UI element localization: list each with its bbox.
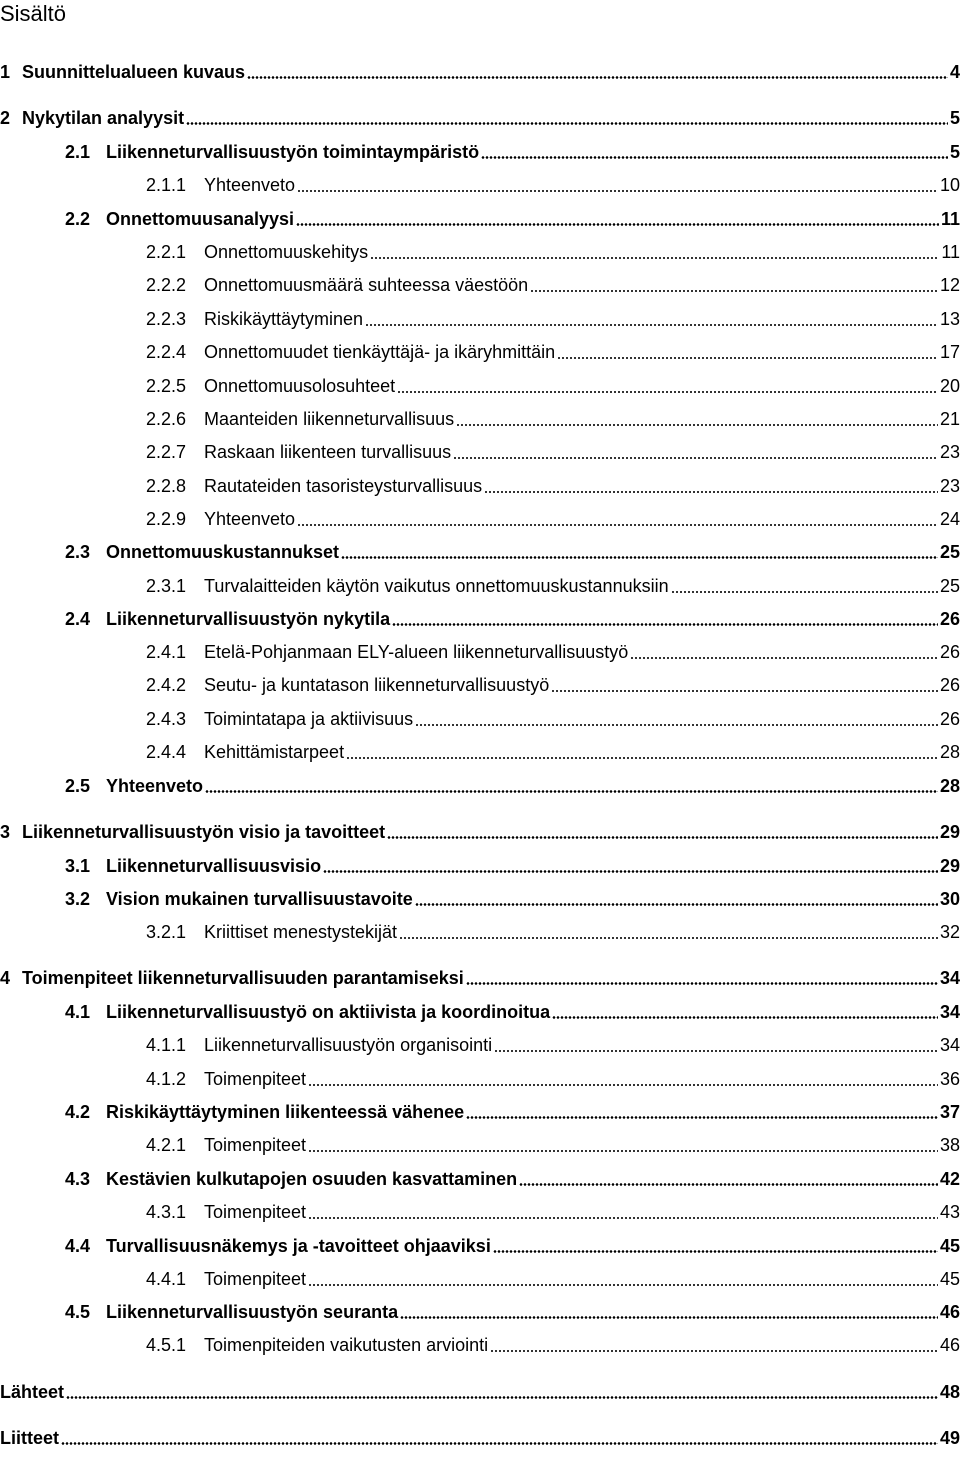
- toc-entry[interactable]: [146, 639, 960, 663]
- toc-entry[interactable]: [65, 1233, 960, 1257]
- toc-entry[interactable]: [146, 473, 960, 497]
- toc-entry-number: 2.2.8: [146, 476, 187, 496]
- toc-entry-page-number: 45: [939, 1236, 960, 1256]
- toc-dot-leader: [205, 790, 938, 793]
- toc-entry-number: 2.4.1: [146, 642, 187, 662]
- toc-entry-number: 1: [0, 62, 11, 82]
- toc-dot-leader: [400, 1316, 938, 1319]
- toc-dot-leader: [630, 657, 938, 659]
- toc-entry-number: 4.1.2: [146, 1069, 187, 1089]
- toc-dot-leader: [308, 1150, 938, 1152]
- toc-entry[interactable]: [146, 1032, 960, 1056]
- toc-entry[interactable]: [146, 1266, 960, 1290]
- toc-entry-number: 3.1: [65, 856, 91, 876]
- toc-dot-leader: [323, 870, 938, 873]
- toc-entry-number: 2: [0, 108, 11, 128]
- toc-entry-label: Liikenneturvallisuustyön nykytila: [106, 609, 391, 629]
- toc-entry-label: Liikenneturvallisuustyön organisointi: [204, 1035, 493, 1055]
- toc-entry-page-number: 29: [939, 856, 960, 876]
- toc-entry-page-number: 42: [939, 1169, 960, 1189]
- toc-entry-label: Toimenpiteet: [204, 1069, 307, 1089]
- toc-entry-label: Rautateiden tasoristeysturvallisuus: [204, 476, 483, 496]
- toc-entry-label: Toimenpiteet: [204, 1135, 307, 1155]
- toc-entry-number: 4: [0, 968, 11, 988]
- toc-entry[interactable]: [65, 999, 960, 1023]
- toc-entry-page-number: 23: [939, 442, 960, 462]
- toc-dot-leader: [415, 724, 938, 726]
- toc-entry-label: Toimenpiteet: [204, 1202, 307, 1222]
- toc-entry-label: Turvallisuusnäkemys ja -tavoitteet ohjaaviksi: [106, 1236, 491, 1256]
- toc-entry[interactable]: [65, 1166, 960, 1190]
- toc-entry-number: 2.4.3: [146, 709, 187, 729]
- toc-entry-label: Onnettomuusmäärä suhteessa väestöön: [204, 275, 529, 295]
- toc-entry[interactable]: [146, 239, 960, 263]
- toc-entry[interactable]: [146, 739, 960, 763]
- toc-dot-leader: [493, 1250, 938, 1253]
- toc-entry-number: 2.3: [65, 542, 91, 562]
- toc-entry-page-number: 25: [939, 576, 960, 596]
- toc-dot-leader: [530, 290, 938, 292]
- toc-entry[interactable]: [146, 573, 960, 597]
- toc-entry[interactable]: [65, 886, 960, 910]
- toc-dot-leader: [466, 982, 938, 985]
- toc-dot-leader: [397, 391, 938, 393]
- toc-entry-number: 4.3.1: [146, 1202, 187, 1222]
- toc-entry-number: 4.1: [65, 1002, 91, 1022]
- toc-dot-leader: [490, 1350, 938, 1352]
- toc-entry-page-number: 46: [939, 1335, 960, 1355]
- toc-entry-label: Kriittiset menestystekijät: [204, 922, 398, 942]
- toc-entry[interactable]: [65, 1099, 960, 1123]
- toc-dot-leader: [453, 457, 938, 459]
- toc-entry-number: 4.4: [65, 1236, 91, 1256]
- toc-entry[interactable]: [146, 919, 960, 943]
- toc-entry-label: Etelä-Pohjanmaan ELY-alueen liikenneturvallisuustyö: [204, 642, 629, 662]
- toc-entry-number: 2.2.2: [146, 275, 187, 295]
- toc-entry-label: Toimenpiteiden vaikutusten arviointi: [204, 1335, 489, 1355]
- toc-dot-leader: [494, 1050, 938, 1052]
- toc-entry-label: Toimintatapa ja aktiivisuus: [204, 709, 414, 729]
- toc-entry-label: Turvalaitteiden käytön vaikutus onnettomuuskustannuksiin: [204, 576, 669, 596]
- toc-dot-leader: [297, 190, 938, 192]
- toc-entry-page-number: 49: [939, 1428, 960, 1448]
- toc-entry-page-number: 34: [939, 1002, 960, 1022]
- toc-dot-leader: [346, 757, 938, 759]
- toc-entry-label: Seutu- ja kuntatason liikenneturvallisuustyö: [204, 675, 550, 695]
- toc-entry[interactable]: [65, 139, 960, 163]
- toc-dot-leader: [308, 1217, 938, 1219]
- toc-entry-page-number: 36: [939, 1069, 960, 1089]
- toc-entry-page-number: 46: [939, 1302, 960, 1322]
- toc-entry-page-number: 21: [939, 409, 960, 429]
- toc-entry-label: Onnettomuudet tienkäyttäjä- ja ikäryhmittäin: [204, 342, 556, 362]
- toc-entry-label: Liikenneturvallisuustyön seuranta: [106, 1302, 399, 1322]
- toc-entry-number: 4.1.1: [146, 1035, 187, 1055]
- toc-dot-leader: [186, 122, 948, 125]
- toc-dot-leader: [551, 690, 938, 692]
- toc-entry[interactable]: [65, 853, 960, 877]
- toc-entry[interactable]: [146, 1066, 960, 1090]
- toc-entry-label: Yhteenveto: [204, 175, 296, 195]
- toc-entry-number: 2.3.1: [146, 576, 187, 596]
- toc-entry-page-number: 11: [941, 242, 960, 262]
- toc-dot-leader: [66, 1396, 938, 1399]
- toc-dot-leader: [481, 156, 948, 159]
- toc-entry-label: Raskaan liikenteen turvallisuus: [204, 442, 452, 462]
- toc-entry-page-number: 26: [939, 709, 960, 729]
- toc-dot-leader: [552, 1016, 938, 1019]
- toc-entry-number: 2.2.9: [146, 509, 187, 529]
- toc-entry[interactable]: [146, 272, 960, 296]
- toc-entry[interactable]: [65, 206, 960, 230]
- toc-entry-label: Onnettomuusanalyysi: [106, 209, 295, 229]
- toc-entry-number: 2.2: [65, 209, 91, 229]
- toc-entry[interactable]: [65, 606, 960, 630]
- toc-entry-page-number: 13: [939, 309, 960, 329]
- toc-entry[interactable]: [65, 1299, 960, 1323]
- toc-dot-leader: [392, 623, 938, 626]
- toc-dot-leader: [308, 1284, 938, 1286]
- toc-dot-leader: [519, 1183, 938, 1186]
- toc-entry[interactable]: [146, 406, 960, 430]
- toc-entry[interactable]: [146, 172, 960, 196]
- toc-entry[interactable]: [146, 1332, 960, 1356]
- toc-dot-leader: [296, 223, 939, 226]
- toc-entry-number: 2.2.7: [146, 442, 187, 462]
- toc-entry-number: 2.2.5: [146, 376, 187, 396]
- toc-entry-label: Toimenpiteet: [204, 1269, 307, 1289]
- toc-entry[interactable]: [0, 965, 960, 989]
- toc-dot-leader: [308, 1084, 938, 1086]
- toc-entry-number: 2.2.1: [146, 242, 187, 262]
- toc-entry-page-number: 23: [939, 476, 960, 496]
- toc-entry-number: 2.2.3: [146, 309, 187, 329]
- toc-entry-page-number: 43: [939, 1202, 960, 1222]
- toc-entry-page-number: 4: [949, 62, 960, 82]
- toc-entry-number: 4.5.1: [146, 1335, 187, 1355]
- toc-entry-label: Suunnittelualueen kuvaus: [22, 62, 246, 82]
- toc-entry-label: Kestävien kulkutapojen osuuden kasvattaminen: [106, 1169, 518, 1189]
- toc-dot-leader: [341, 556, 938, 559]
- toc-entry-page-number: 26: [939, 642, 960, 662]
- page-title: Sisältö: [0, 1, 67, 26]
- toc-entry[interactable]: [65, 773, 960, 797]
- toc-entry-label: Yhteenveto: [106, 776, 204, 796]
- toc-entry-number: 2.4.4: [146, 742, 187, 762]
- toc-entry-label: Liikenneturvallisuusvisio: [106, 856, 322, 876]
- toc-entry-number: 2.4.2: [146, 675, 187, 695]
- toc-entry[interactable]: [146, 306, 960, 330]
- toc-entry-label: Toimenpiteet liikenneturvallisuuden parantamiseksi: [22, 968, 464, 988]
- toc-entry-number: 2.4: [65, 609, 91, 629]
- toc-entry[interactable]: [146, 339, 960, 363]
- toc-entry[interactable]: [0, 819, 960, 843]
- toc-entry-page-number: 38: [939, 1135, 960, 1155]
- toc-entry[interactable]: [0, 105, 960, 129]
- toc-dot-leader: [247, 76, 948, 79]
- toc-entry-number: 3.2: [65, 889, 91, 909]
- toc-entry-label: Lähteet: [0, 1382, 65, 1402]
- toc-entry-label: Onnettomuuskustannukset: [106, 542, 340, 562]
- toc-dot-leader: [456, 424, 938, 426]
- toc-entry-page-number: 45: [939, 1269, 960, 1289]
- toc-dot-leader: [484, 491, 938, 493]
- toc-entry-label: Liikenneturvallisuustyön toimintaympäristö: [106, 142, 480, 162]
- toc-entry-page-number: 37: [939, 1102, 960, 1122]
- toc-entry-page-number: 34: [939, 1035, 960, 1055]
- toc-entry-label: Riskikäyttäytyminen liikenteessä vähenee: [106, 1102, 465, 1122]
- toc-entry[interactable]: [146, 1199, 960, 1223]
- toc-dot-leader: [387, 836, 938, 839]
- toc-dot-leader: [466, 1116, 938, 1119]
- toc-entry[interactable]: [146, 439, 960, 463]
- toc-entry-label: Onnettomuuskehitys: [204, 242, 369, 262]
- toc-entry-page-number: 34: [939, 968, 960, 988]
- toc-entry-page-number: 5: [949, 108, 960, 128]
- toc-entry-label: Onnettomuusolosuhteet: [204, 376, 396, 396]
- toc-entry-page-number: 20: [939, 376, 960, 396]
- toc-dot-leader: [415, 903, 938, 906]
- toc-dot-leader: [365, 324, 938, 326]
- toc-entry[interactable]: [65, 539, 960, 563]
- toc-entry-label: Vision mukainen turvallisuustavoite: [106, 889, 413, 909]
- toc-entry-page-number: 26: [939, 609, 960, 629]
- toc-entry-page-number: 10: [939, 175, 960, 195]
- toc-entry-number: 4.2: [65, 1102, 91, 1122]
- toc-entry-page-number: 17: [939, 342, 960, 362]
- toc-dot-leader: [61, 1442, 938, 1445]
- toc-entry-number: 2.2.6: [146, 409, 187, 429]
- toc-dot-leader: [297, 524, 938, 526]
- toc-entry-page-number: 5: [949, 142, 960, 162]
- toc-entry-number: 3.2.1: [146, 922, 187, 942]
- toc-entry-number: 2.1.1: [146, 175, 187, 195]
- toc-entry[interactable]: [146, 1132, 960, 1156]
- toc-entry-page-number: 11: [940, 209, 960, 229]
- toc-entry-label: Liikenneturvallisuustyön visio ja tavoitteet: [22, 822, 386, 842]
- toc-entry[interactable]: [0, 59, 960, 83]
- toc-entry-page-number: 24: [939, 509, 960, 529]
- toc-entry-label: Nykytilan analyysit: [22, 108, 185, 128]
- toc-dot-leader: [399, 937, 938, 939]
- toc-entry-label: Liikenneturvallisuustyö on aktiivista ja koordinoitua: [106, 1002, 551, 1022]
- toc-dot-leader: [557, 357, 938, 359]
- toc-entry[interactable]: [0, 1379, 960, 1403]
- toc-entry-page-number: 25: [939, 542, 960, 562]
- toc-entry-page-number: 28: [939, 742, 960, 762]
- toc-entry-page-number: 28: [939, 776, 960, 796]
- toc-entry-label: Maanteiden liikenneturvallisuus: [204, 409, 455, 429]
- toc-entry[interactable]: [146, 706, 960, 730]
- toc-entry-label: Liitteet: [0, 1428, 60, 1448]
- toc-entry-page-number: 30: [939, 889, 960, 909]
- toc-entry[interactable]: [0, 1425, 960, 1449]
- toc-entry-number: 4.3: [65, 1169, 91, 1189]
- toc-entry-page-number: 48: [939, 1382, 960, 1402]
- toc-entry-page-number: 26: [939, 675, 960, 695]
- toc-dot-leader: [370, 257, 939, 259]
- toc-entry-number: 4.2.1: [146, 1135, 187, 1155]
- toc-entry-number: 2.2.4: [146, 342, 187, 362]
- toc-dot-leader: [671, 591, 938, 593]
- toc-entry-page-number: 12: [939, 275, 960, 295]
- toc-entry-page-number: 32: [939, 922, 960, 942]
- toc-entry-label: Riskikäyttäytyminen: [204, 309, 364, 329]
- toc-entry[interactable]: [146, 506, 960, 530]
- toc-entry-number: 2.5: [65, 776, 91, 796]
- toc-entry-page-number: 29: [939, 822, 960, 842]
- toc-entry[interactable]: [146, 672, 960, 696]
- toc-entry-number: 4.4.1: [146, 1269, 187, 1289]
- toc-entry-number: 4.5: [65, 1302, 91, 1322]
- toc-entry-number: 2.1: [65, 142, 91, 162]
- toc-entry-number: 3: [0, 822, 11, 842]
- toc-entry[interactable]: [146, 373, 960, 397]
- toc-entry-label: Yhteenveto: [204, 509, 296, 529]
- toc-entry-label: Kehittämistarpeet: [204, 742, 345, 762]
